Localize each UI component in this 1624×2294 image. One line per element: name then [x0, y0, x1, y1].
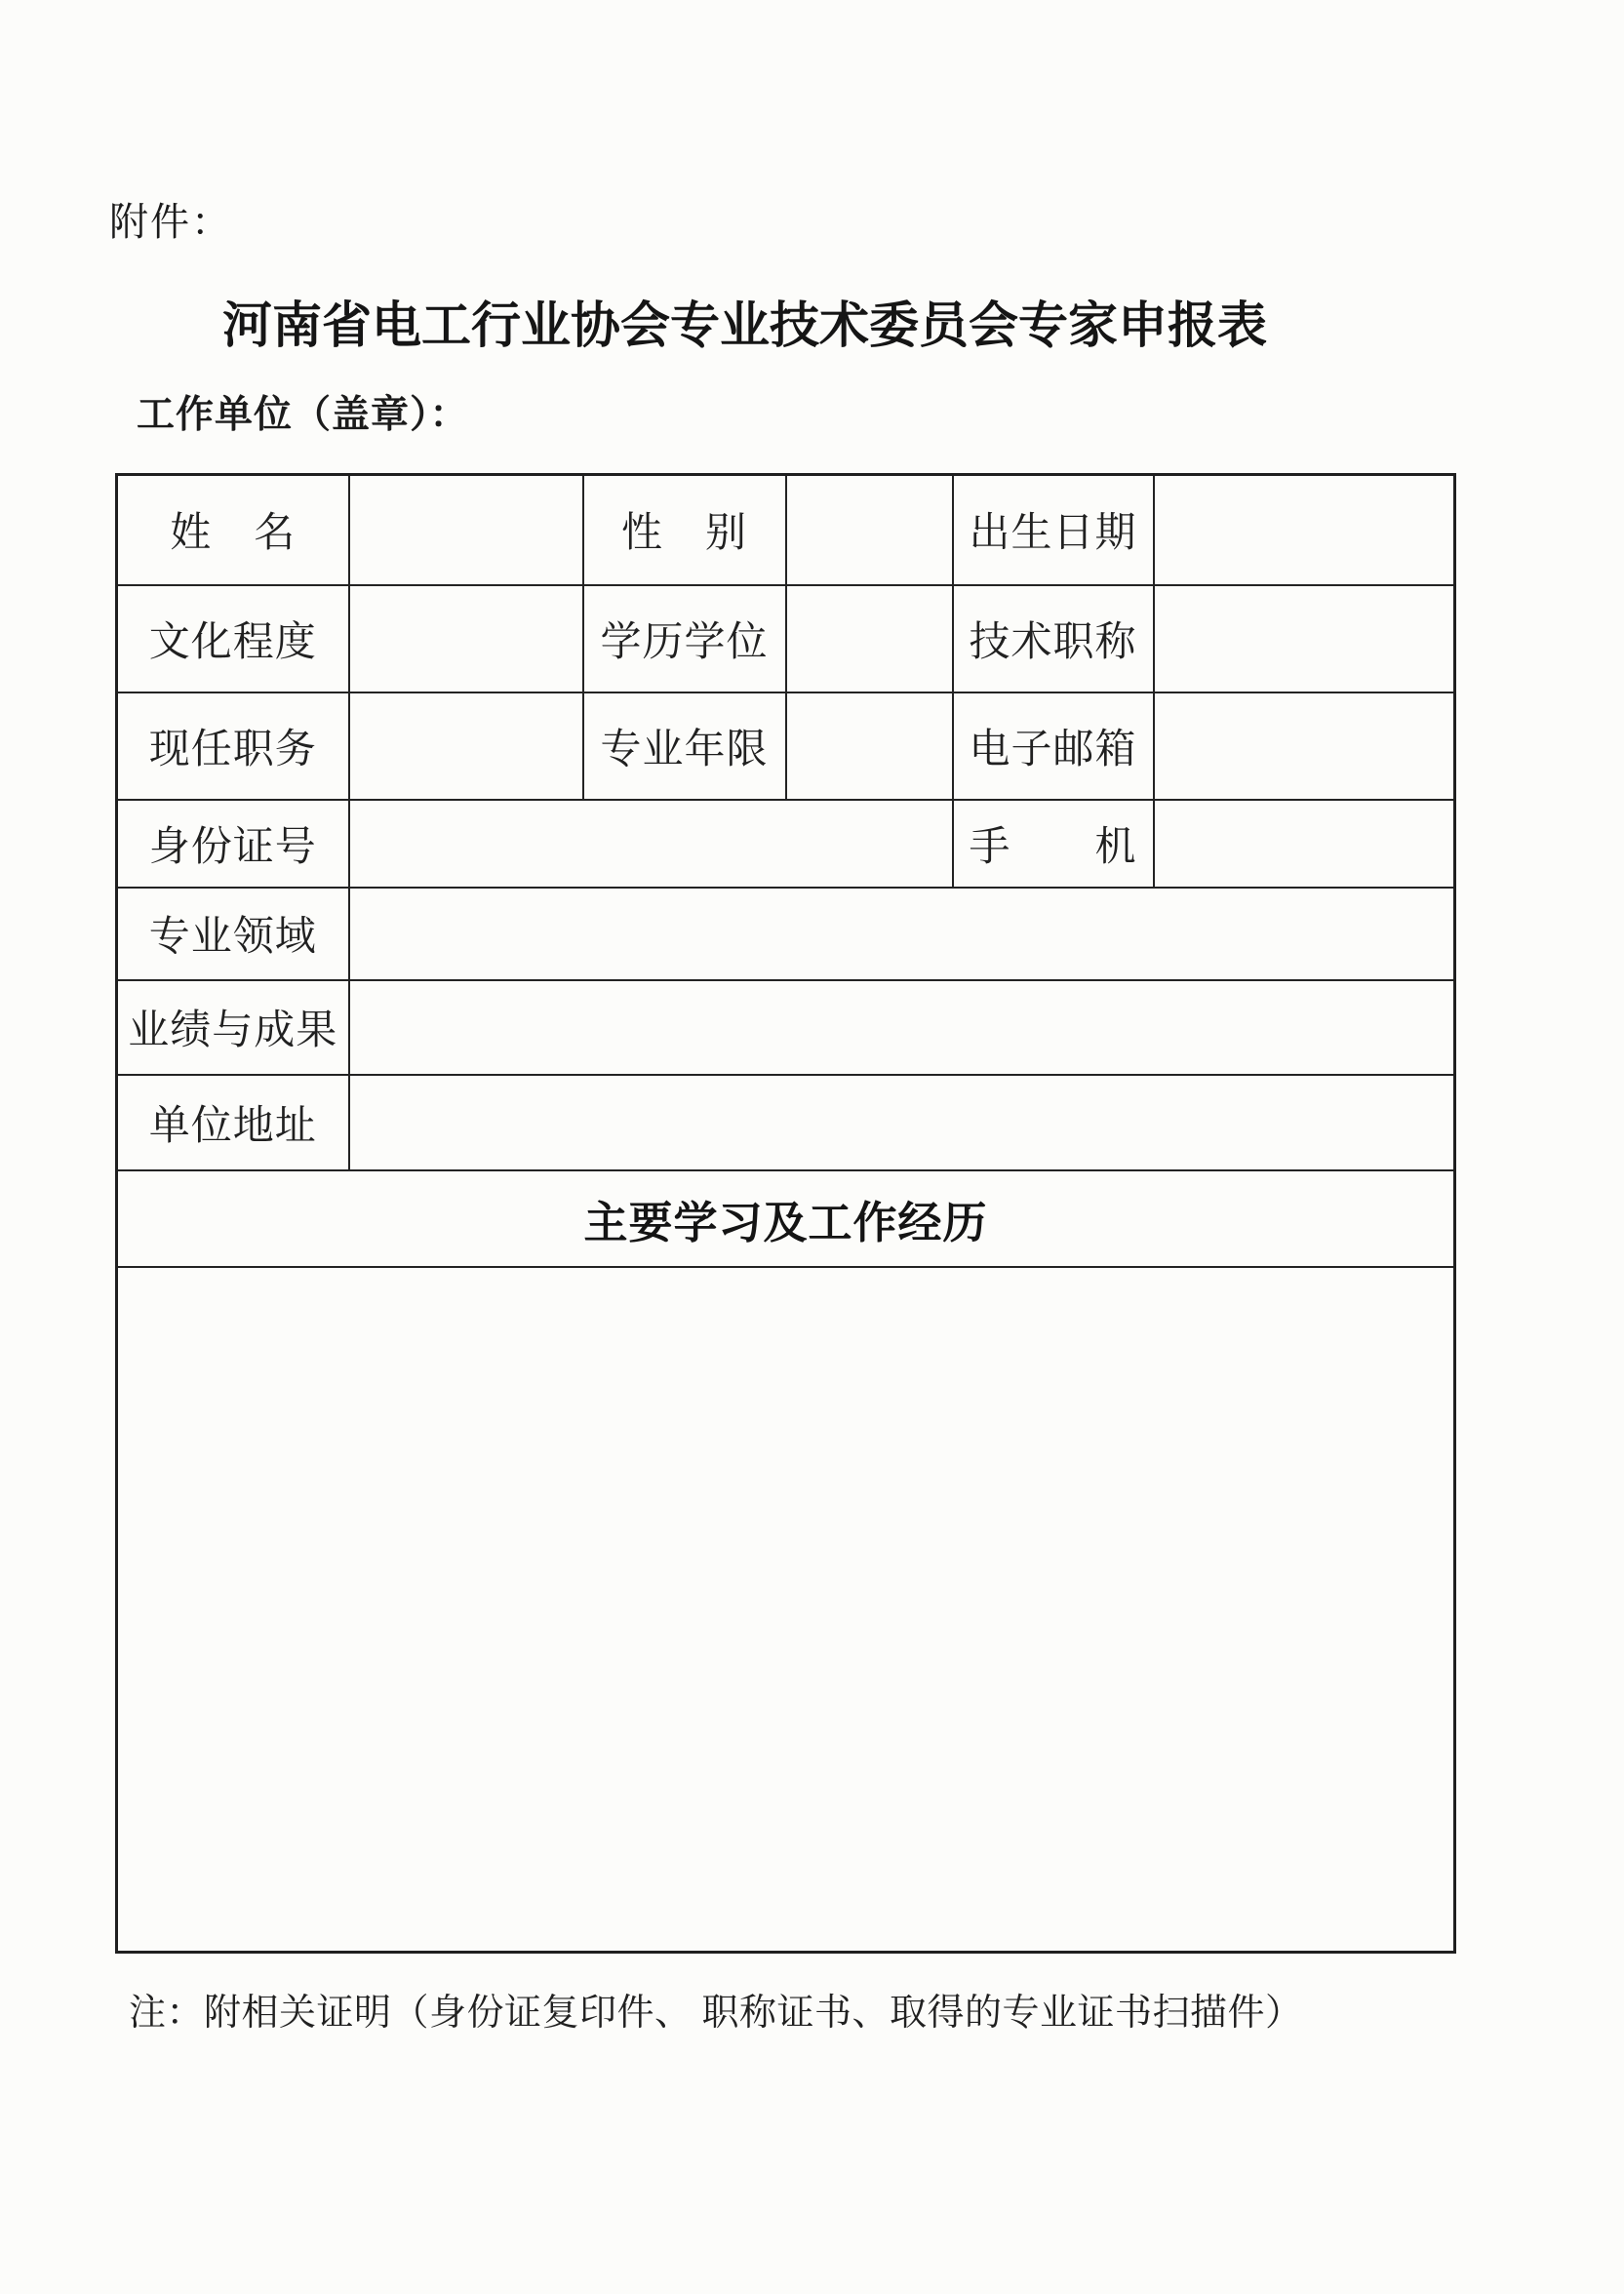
professional-field-value-cell — [349, 888, 1455, 980]
table-row — [117, 1267, 1455, 1953]
unit-address-value-cell — [349, 1075, 1455, 1170]
unit-address-label: 单位地址 — [117, 1075, 349, 1170]
name-value-cell — [349, 475, 583, 585]
email-value-cell — [1154, 692, 1455, 800]
mobile-label: 手 机 — [953, 800, 1154, 888]
years-in-profession-value-cell — [786, 692, 953, 800]
education-level-label: 文化程度 — [117, 585, 349, 692]
years-in-profession-label: 专业年限 — [583, 692, 786, 800]
current-position-value-cell — [349, 692, 583, 800]
technical-title-label: 技术职称 — [953, 585, 1154, 692]
education-level-value-cell — [349, 585, 583, 692]
achievements-label: 业绩与成果 — [117, 980, 349, 1075]
degree-label: 学历学位 — [583, 585, 786, 692]
experience-value-cell — [117, 1267, 1455, 1953]
mobile-value-cell — [1154, 800, 1455, 888]
table-row — [117, 475, 1455, 585]
table-row — [117, 1170, 1455, 1267]
professional-field-label: 专业领域 — [117, 888, 349, 980]
gender-value-cell — [786, 475, 953, 585]
achievements-value-cell — [349, 980, 1455, 1075]
table-row — [117, 980, 1455, 1075]
page-title: 河南省电工行业协会专业技术委员会专家申报表 — [222, 297, 1268, 353]
table-row — [117, 888, 1455, 980]
experience-section-header: 主要学习及工作经历 — [117, 1170, 1455, 1267]
table-row — [117, 800, 1455, 888]
attachment-label: 附件： — [109, 200, 232, 244]
email-label: 电子邮箱 — [953, 692, 1154, 800]
footnote: 注：附相关证明（身份证复印件、 职称证书、取得的专业证书扫描件） — [129, 1993, 1303, 2034]
table-row — [117, 585, 1455, 692]
birth-date-value-cell — [1154, 475, 1455, 585]
id-number-label: 身份证号 — [117, 800, 349, 888]
application-form-table — [115, 473, 1456, 1954]
technical-title-value-cell — [1154, 585, 1455, 692]
table-row — [117, 1075, 1455, 1170]
work-unit-seal-label: 工作单位（盖章）： — [137, 394, 469, 436]
degree-value-cell — [786, 585, 953, 692]
current-position-label: 现任职务 — [117, 692, 349, 800]
name-label: 姓 名 — [117, 475, 349, 585]
table-row — [117, 692, 1455, 800]
birth-date-label: 出生日期 — [953, 475, 1154, 585]
gender-label: 性 别 — [583, 475, 786, 585]
id-number-value-cell — [349, 800, 953, 888]
